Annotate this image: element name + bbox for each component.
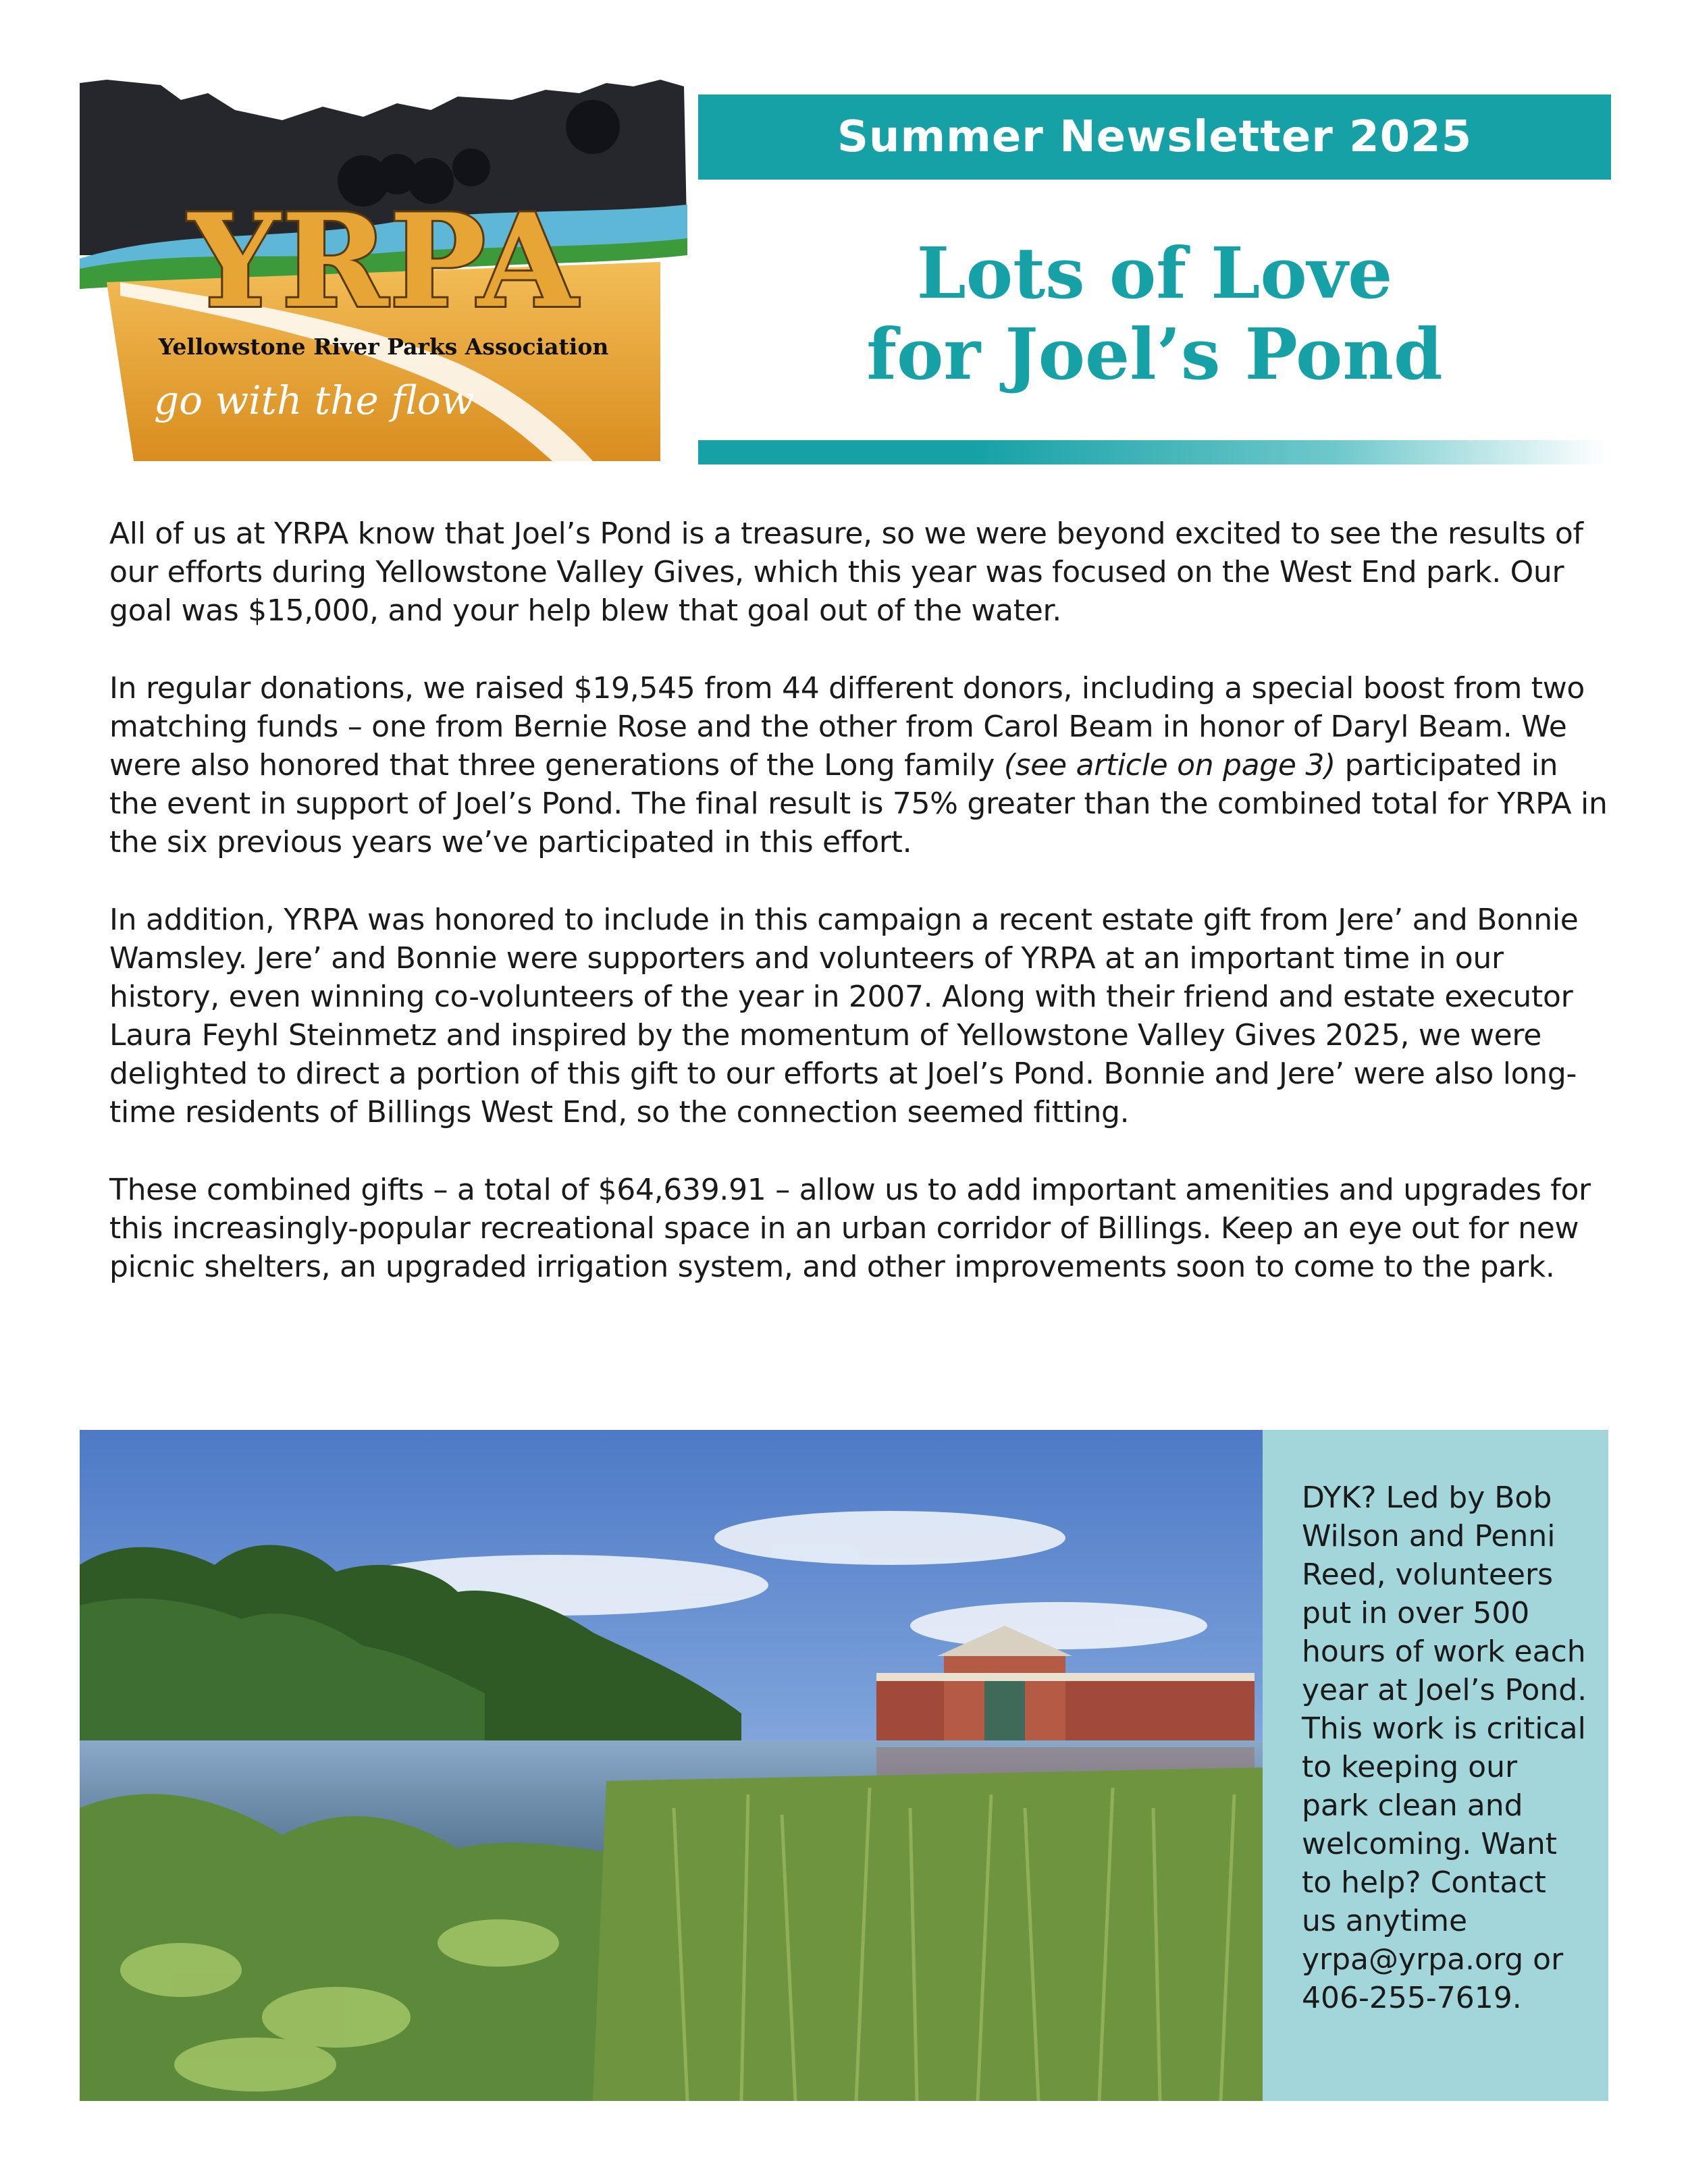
logo-graphic [80,80,687,464]
paragraph-1: All of us at YRPA know that Joel’s Pond is a treasure, so we were beyond excited to see the results of our efforts during Yellowstone Valley Gives, which this year was focused on the West End park. Our goal was $15,000, and your help blew that goal out of the water. [109,516,1583,628]
logo-title: YRPA [188,186,579,336]
newsletter-banner [698,95,1611,180]
headline-line-1: Lots of Love [916,232,1393,315]
page-reference: (see article on page 3) [1003,748,1336,782]
logo-tagline: go with the flow [154,377,475,423]
sidebar-text: DYK? Led by Bob Wilson and Penni Reed, volunteers put in over 500 hours of work each year at Joel’s Pond. This work is critical to keeping our park clean and welcoming. Want to help? Contact us anytime yrpa@yrpa.org or 406-255-7619. [1302,1481,1587,2015]
pond-photo [80,1430,1263,2101]
gradient-divider [698,440,1606,464]
newsletter-title: Summer Newsletter 2025 [837,112,1473,162]
dyk-sidebar [1263,1430,1608,2101]
headline-line-2: for Joel’s Pond [866,313,1443,396]
paragraph-2-text: In regular donations, we raised $19,545 from 44 different donors, including a special boost from two matching funds – one from Bernie Rose and the other from Carol Beam in honor of Daryl Beam. We were also honored that three generations of the Long family [109,671,1585,782]
reeds [593,1767,1263,2101]
paragraph-2-text-end: participated in the event in support of Joel’s Pond. The final result is 75% greater than the combined total for YRPA in the six previous years we’ve participated in this effort. [109,748,1608,859]
article-body [109,514,1615,1325]
article-headline [698,233,1611,395]
paragraph-4: These combined gifts – a total of $64,639.91 – allow us to add important amenities and upgrades for this increasingly-popular recreational space in an urban corridor of Billings. Keep an eye out for new picnic shelters, an upgraded irrigation system, and other improvements soon to come to the park. [109,1173,1591,1284]
yrpa-logo [80,80,687,464]
paragraph-3: In addition, YRPA was honored to include in this campaign a recent estate gift from Jere’ and Bonnie Wamsley. Jere’ and Bonnie were supporters and volunteers of YRPA at an important time in our history, even winning co-volunteers of the year in 2007. Along with their friend and estate executor Laura Feyhl Steinmetz and inspired by the momentum of Yellowstone Valley Gives 2025, we were delighted to direct a portion of this gift to our efforts at Joel’s Pond. Bonnie and Jere’ were also long-time residents of Billings West End, so the connection seemed fitting. [109,903,1579,1129]
paragraph-2 [109,669,1615,861]
logo-subtitle: Yellowstone River Parks Association [158,334,609,360]
pond-photo-graphic [80,1430,1263,2101]
